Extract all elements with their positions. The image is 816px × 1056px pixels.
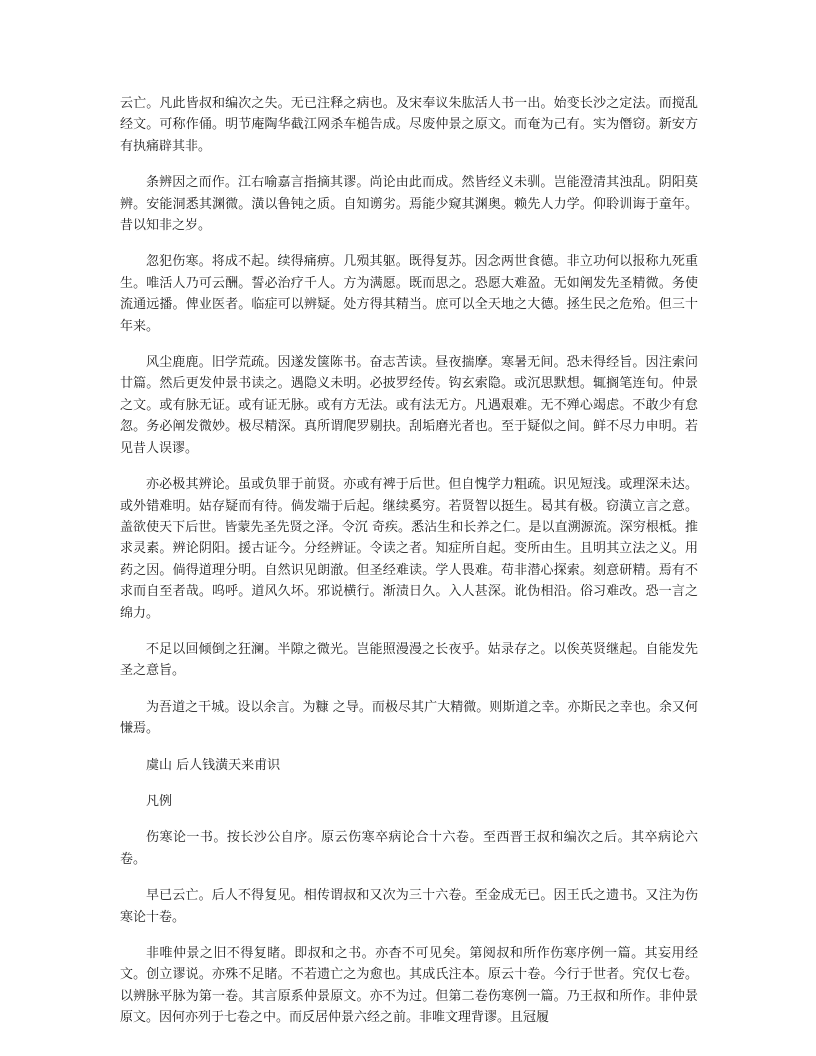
paragraph-2: 条辨因之而作。江右喻嘉言指摘其谬。尚论由此而成。然皆经义未驯。岂能澄清其浊乱。阴阳莫辨。安能洞悉其渊微。潢以鲁钝之质。自知谫劣。焉能少窥其渊奥。赖先人力学。仰聆训诲于童年。昔以知非之岁。: [120, 175, 698, 234]
paragraph-11: 早已云亡。后人不得复见。相传谓叔和又次为三十六卷。至金成无已。因王氏之遗书。又注为伤寒论十卷。: [120, 888, 698, 925]
paragraph-5: 亦必极其辨论。虽或负罪于前贤。亦或有裨于后世。但自愧学力粗疏。识见短浅。或理深未达。或外错难明。姑存疑而有待。倘发端于后起。继续奚穷。若贤智以挺生。曷其有极。窃潢立言之意。盖欲使天下后世。皆蒙先圣先贤之泽。令沉 奇疾。悉沾生和长养之仁。是以直溯源流。深穷根柢。推求灵素。辨论阴阳。援古证今。分经辨证。令读之者。知症所自起。变所由生。且明其立法之义。用药之因。倘得道理分明。自然识见朗澈。但圣经难读。学人畏难。苟非潜心探索。刻意研精。焉有不求而自至者哉。呜呼。道风久坏。邪说横行。渐渍日久。入人甚深。讹伪相沿。俗习难改。恐一言之绵力。: [120, 477, 698, 621]
paragraph-3: 忽犯伤寒。将成不起。续得痛痹。几殒其躯。既得复苏。因念两世食德。非立功何以报称九死重生。唯活人乃可云酬。誓必治疗千人。方为满愿。既而思之。恐愿大难盈。无如阐发先圣精微。务使流通远播。俾业医者。临症可以辨疑。处方得其精当。庶可以全天地之大德。拯生民之危殆。但三十年来。: [120, 254, 698, 334]
paragraph-6: 不足以回倾倒之狂澜。半隙之微光。岂能照漫漫之长夜乎。姑录存之。以俟英贤继起。自能发先圣之意旨。: [120, 641, 698, 679]
paragraph-10: 伤寒论一书。按长沙公自序。原云伤寒卒病论合十六卷。至西晋王叔和编次之后。其卒病论六卷。: [120, 830, 698, 867]
paragraph-4: 风尘鹿鹿。旧学荒疏。因遂发箧陈书。奋志苦读。昼夜揣摩。寒暑无间。恐未得经旨。因注索问廿篇。然后更发仲景书读之。遇隐义未明。必披罗经传。钩玄索隐。或沉思默想。辄搁笔连旬。仲景之文。或有脉无证。或有证无脉。或有方无法。或有法无方。凡遇艰难。无不殚心竭虑。不敢少有怠忽。务必阐发微妙。极尽精深。真所谓爬罗剔抉。刮垢磨光者也。至于疑似之间。鲜不尽力申明。若见昔人误谬。: [120, 355, 698, 456]
document-page: [120, 93, 698, 1044]
paragraph-1: 云亡。凡此皆叔和编次之失。无已注释之病也。及宋奉议朱肱活人书一出。始变长沙之定法。而搅乱经文。可称作俑。明节庵陶华截江网杀车槌告成。尽废仲景之原文。而奄为己有。实为僭窃。新安方有执痛辟其非。: [120, 96, 698, 154]
section-heading-fanli: 凡例: [146, 793, 173, 809]
paragraph-12: 非唯仲景之旧不得复睹。即叔和之书。亦杳不可见矣。第阅叔和所作伤寒序例一篇。其妄用经文。创立谬说。亦殊不足睹。不若遗亡之为愈也。其成氏注本。原云十卷。今行于世者。究仅七卷。以辨脉平脉为第一卷。其言原系仲景原文。亦不为过。但第二卷伤寒例一篇。乃王叔和所作。非仲景原文。因何亦列于七卷之中。而反居仲景六经之前。非唯文理背谬。且冠履: [120, 946, 698, 1026]
paragraph-7: 为吾道之干城。设以余言。为糠 之导。而极尽其广大精微。则斯道之幸。亦斯民之幸也。余又何慊焉。: [120, 699, 698, 737]
author-signature-line: 虞山 后人钱潢天来甫识: [146, 757, 281, 773]
